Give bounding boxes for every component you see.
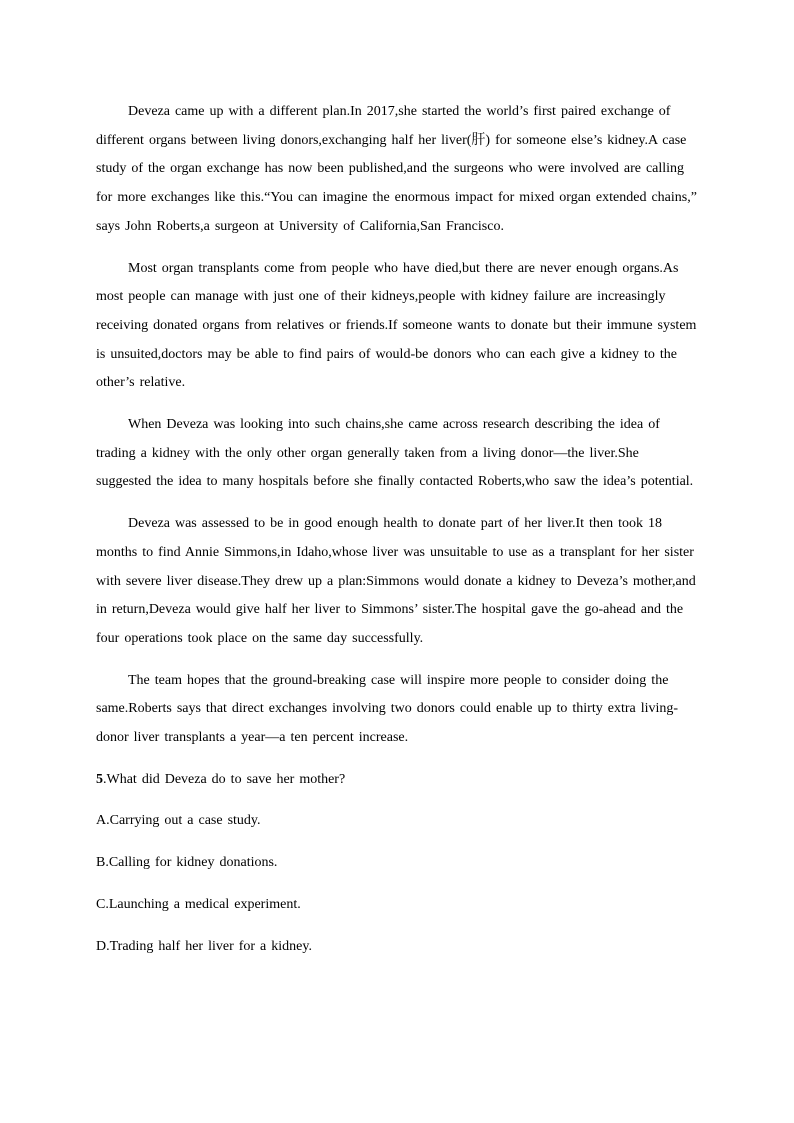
passage-paragraph-3: When Deveza was looking into such chains,she came across research describing the idea of trading a kidney with the only other organ generally taken from a living donor—the liver.She suggested the idea to many hospitals before she finally contacted Roberts,who saw the idea’s potential. — [96, 417, 694, 490]
question-stem — [96, 766, 698, 795]
passage-paragraph-1: Deveza came up with a different plan.In 2017,she started the world’s first paired exchange of different organs between living donors,exchanging half her liver(肝) for someone else’s kidney.A case study of the organ exchange has now been published,and the surgeons who were involved are calling for more exchanges like this.“You can imagine the enormous impact for mixed organ extended chains,” says John Roberts,a surgeon at University of California,San Francisco. — [96, 104, 697, 234]
passage-paragraph-2: Most organ transplants come from people who have died,but there are never enough organs.As most people can manage with just one of their kidneys,people with kidney failure are increasingly receiving donated organs from relatives or friends.If someone wants to donate but their immune system is unsuited,doctors may be able to find pairs of would-be donors who can each give a kidney to the other’s relative. — [96, 260, 697, 391]
option-d: D.Trading half her liver for a kidney. — [96, 938, 312, 954]
passage-paragraph-5: The team hopes that the ground-breaking case will inspire more people to consider doing the same.Roberts says that direct exchanges involving two donors could enable up to thirty extra living-donor liver transplants a year—a ten percent increase. — [96, 672, 679, 746]
reading-passage — [96, 98, 698, 753]
passage-paragraph-4: Deveza was assessed to be in good enough health to donate part of her liver.It then took 18 months to find Annie Simmons,in Idaho,whose liver was unsuitable to use as a transplant for her sister with severe liver disease.They drew up a plan:Simmons would donate a kidney to Deveza’s mother,and in return,Deveza would give half her liver to Simmons’ sister.The hospital gave the go-ahead and the four operations took place on the same day successfully. — [96, 516, 696, 646]
option-c: C.Launching a medical experiment. — [96, 896, 301, 912]
question-block — [96, 766, 698, 962]
option-a: A.Carrying out a case study. — [96, 813, 261, 829]
question-number: 5 — [96, 771, 103, 787]
question-text: .What did Deveza do to save her mother? — [103, 771, 346, 787]
option-b: B.Calling for kidney donations. — [96, 855, 278, 871]
document-page — [96, 98, 698, 961]
